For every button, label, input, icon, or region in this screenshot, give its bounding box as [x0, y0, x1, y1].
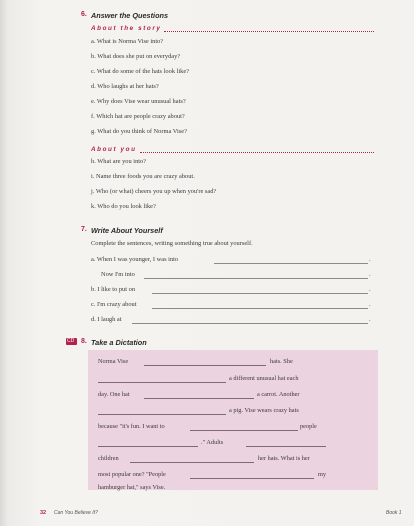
question-g: g. What do you think of Norma Vise?: [91, 128, 187, 135]
answer-line-d[interactable]: [132, 323, 368, 324]
answer-line-c[interactable]: [152, 308, 368, 309]
dictation-blank[interactable]: [190, 430, 298, 431]
book-title: Can You Believe It?: [54, 510, 98, 516]
dictation-text: because "it's fun. I want to: [98, 423, 165, 430]
answer-line-b[interactable]: [152, 293, 368, 294]
sentence-b-prompt: b. I like to put on: [91, 286, 136, 293]
dictation-text: day. One hat: [98, 391, 130, 398]
section-7-title: Write About Yourself: [91, 226, 163, 235]
dictation-blank[interactable]: [190, 478, 314, 479]
section-8-title: Take a Dictation: [91, 338, 147, 347]
dictation-text: hamburger hat," says Vise.: [98, 484, 166, 491]
sentence-a2-prompt: Now I'm into: [101, 271, 135, 278]
period-mark: .: [369, 256, 371, 263]
dictation-blank[interactable]: [130, 462, 254, 463]
dictation-text: most popular one? "People: [98, 471, 166, 478]
dictation-blank[interactable]: [98, 382, 226, 383]
answer-line-a2[interactable]: [144, 278, 368, 279]
audio-track-label: CD: [67, 338, 75, 344]
question-b: b. What does she put on everyday?: [91, 53, 181, 60]
dictation-text: a carrot. Another: [257, 391, 300, 398]
dictation-text: a pig. Vise wears crazy hats: [229, 407, 299, 414]
dictation-blank[interactable]: [98, 414, 226, 415]
period-mark: .: [369, 316, 371, 323]
question-f: f. Which hat are people crazy about?: [91, 113, 185, 120]
page-number: 32: [40, 510, 47, 516]
dictation-blank[interactable]: [98, 446, 198, 447]
dictation-box: [88, 350, 378, 490]
dictation-text: people: [300, 423, 317, 430]
sentence-a-prompt: a. When I was younger, I was into: [91, 256, 179, 263]
dotted-rule: [140, 152, 374, 153]
dictation-text: a different unusual hat each: [229, 375, 299, 382]
question-i: i. Name three foods you are crazy about.: [91, 173, 195, 180]
dictation-blank[interactable]: [144, 365, 266, 366]
section-8-number: 8.: [81, 338, 87, 345]
dotted-rule: [164, 31, 374, 32]
dictation-blank[interactable]: [144, 398, 254, 399]
dictation-text: hats. She: [270, 358, 293, 365]
period-mark: .: [369, 286, 371, 293]
answer-line-a[interactable]: [214, 263, 368, 264]
dictation-text: ." Adults: [201, 439, 224, 446]
period-mark: .: [369, 301, 371, 308]
book-label: Book 1: [386, 510, 402, 516]
dictation-text: Norma Vise: [98, 358, 129, 365]
dictation-text: her hats. What is her: [258, 455, 310, 462]
section-6-number: 6.: [81, 11, 87, 18]
dictation-blank[interactable]: [246, 446, 326, 447]
question-k: k. Who do you look like?: [91, 203, 156, 210]
period-mark: .: [369, 271, 371, 278]
sentence-d-prompt: d. I laugh at: [91, 316, 122, 323]
question-d: d. Who laughs at her hats?: [91, 83, 159, 90]
question-j: j. Who (or what) cheers you up when you're sad?: [91, 188, 217, 195]
question-h: h. What are you into?: [91, 158, 147, 165]
question-a: a. What is Norma Vise into?: [91, 38, 164, 45]
section-6-title: Answer the Questions: [91, 11, 169, 20]
question-c: c. What do some of the hats look like?: [91, 68, 190, 75]
dictation-text: my: [318, 471, 327, 478]
question-e: e. Why does Vise wear unusual hats?: [91, 98, 186, 105]
audio-track-icon: [66, 338, 77, 345]
section-7-number: 7.: [81, 226, 87, 233]
section-7-instruction: Complete the sentences, writing something true about yourself.: [91, 240, 253, 247]
about-you-label: About you: [91, 146, 137, 153]
dictation-text: children: [98, 455, 119, 462]
about-the-story-label: About the story: [91, 25, 162, 32]
sentence-c-prompt: c. I'm crazy about: [91, 301, 137, 308]
